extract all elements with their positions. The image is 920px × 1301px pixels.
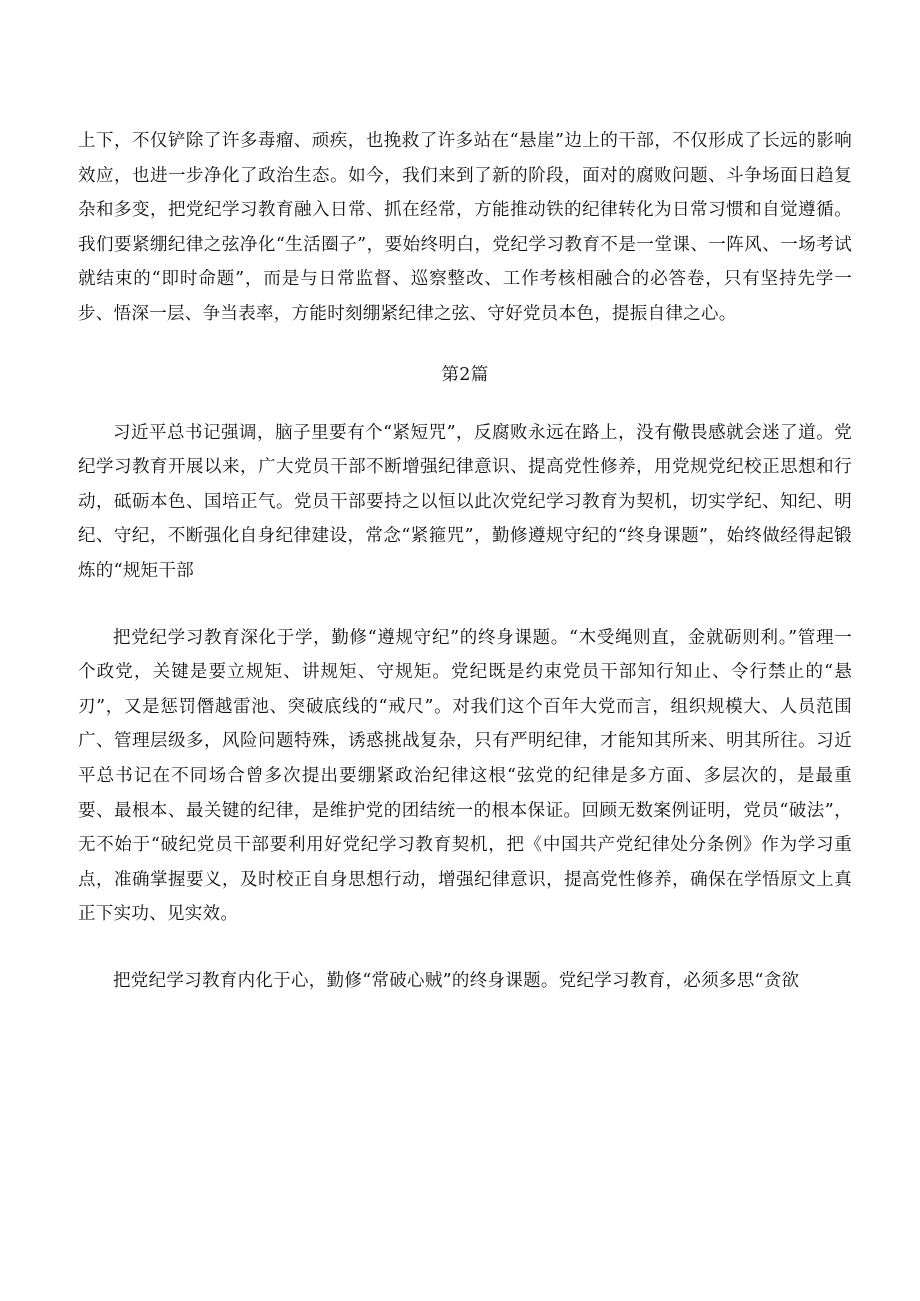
- document-body: [78, 124, 852, 998]
- body-paragraph-1: 上下，不仅铲除了许多毒瘤、顽疾，也挽救了许多站在“悬崖”边上的干部，不仅形成了长远的影响效应，也进一步净化了政治生态。如今，我们来到了新的阶段，面对的腐败问题、斗争场面日趋复杂和多变，把党纪学习教育融入日常、抓在经常，方能推动铁的纪律转化为日常习惯和自觉遵循。我们要紧绷纪律之弦净化“生活圈子”，要始终明白，党纪学习教育不是一堂课、一阵风、一场考试就结束的“即时命题”，而是与日常监督、巡察整改、工作考核相融合的必答卷，只有坚持先学一步、悟深一层、争当表率，方能时刻绷紧纪律之弦、守好党员本色，提振自律之心。: [78, 131, 852, 324]
- section-heading: 第2篇: [441, 364, 489, 385]
- body-paragraph-4: 把党纪学习教育内化于心，勤修“常破心贼”的终身课题。党纪学习教育，必须多思“贪欲: [113, 970, 800, 991]
- body-paragraph-2: 习近平总书记强调，脑子里要有个“紧短咒”，反腐败永远在路上，没有儆畏感就会迷了道。党纪学习教育开展以来，广大党员干部不断增强纪律意识、提高党性修养，用党规党纪校正思想和行动，砥砺本色、国培正气。党员干部要持之以恒以此次党纪学习教育为契机，切实学纪、知纪、明纪、守纪，不断强化自身纪律建设，常念“紧箍咒”，勤修遵规守纪的“终身课题”，始终做经得起锻炼的“规矩干部: [78, 422, 852, 581]
- body-paragraph-3: 把党纪学习教育深化于学，勤修“遵规守纪”的终身课题。“木受绳则直，金就砺则利。”管理一个政党，关键是要立规矩、讲规矩、守规矩。党纪既是约束党员干部知行知止、令行禁止的“悬刃”，又是惩罚僭越雷池、突破底线的“戒尺”。对我们这个百年大党而言，组织规模大、人员范围广、管理层级多，风险问题特殊，诱惑挑战复杂，只有严明纪律，才能知其所来、明其所往。习近平总书记在不同场合曾多次提出要绷紧政治纪律这根“弦党的纪律是多方面、多层次的，是最重要、最根本、最关键的纪律，是维护党的团结统一的根本保证。回顾无数案例证明，党员“破法”，无不始于“破纪党员干部要利用好党纪学习教育契机，把《中国共产党纪律处分条例》作为学习重点，准确掌握要义，及时校正自身思想行动，增强纪律意识，提高党性修养，确保在学悟原文上真正下实功、见实效。: [78, 627, 852, 925]
